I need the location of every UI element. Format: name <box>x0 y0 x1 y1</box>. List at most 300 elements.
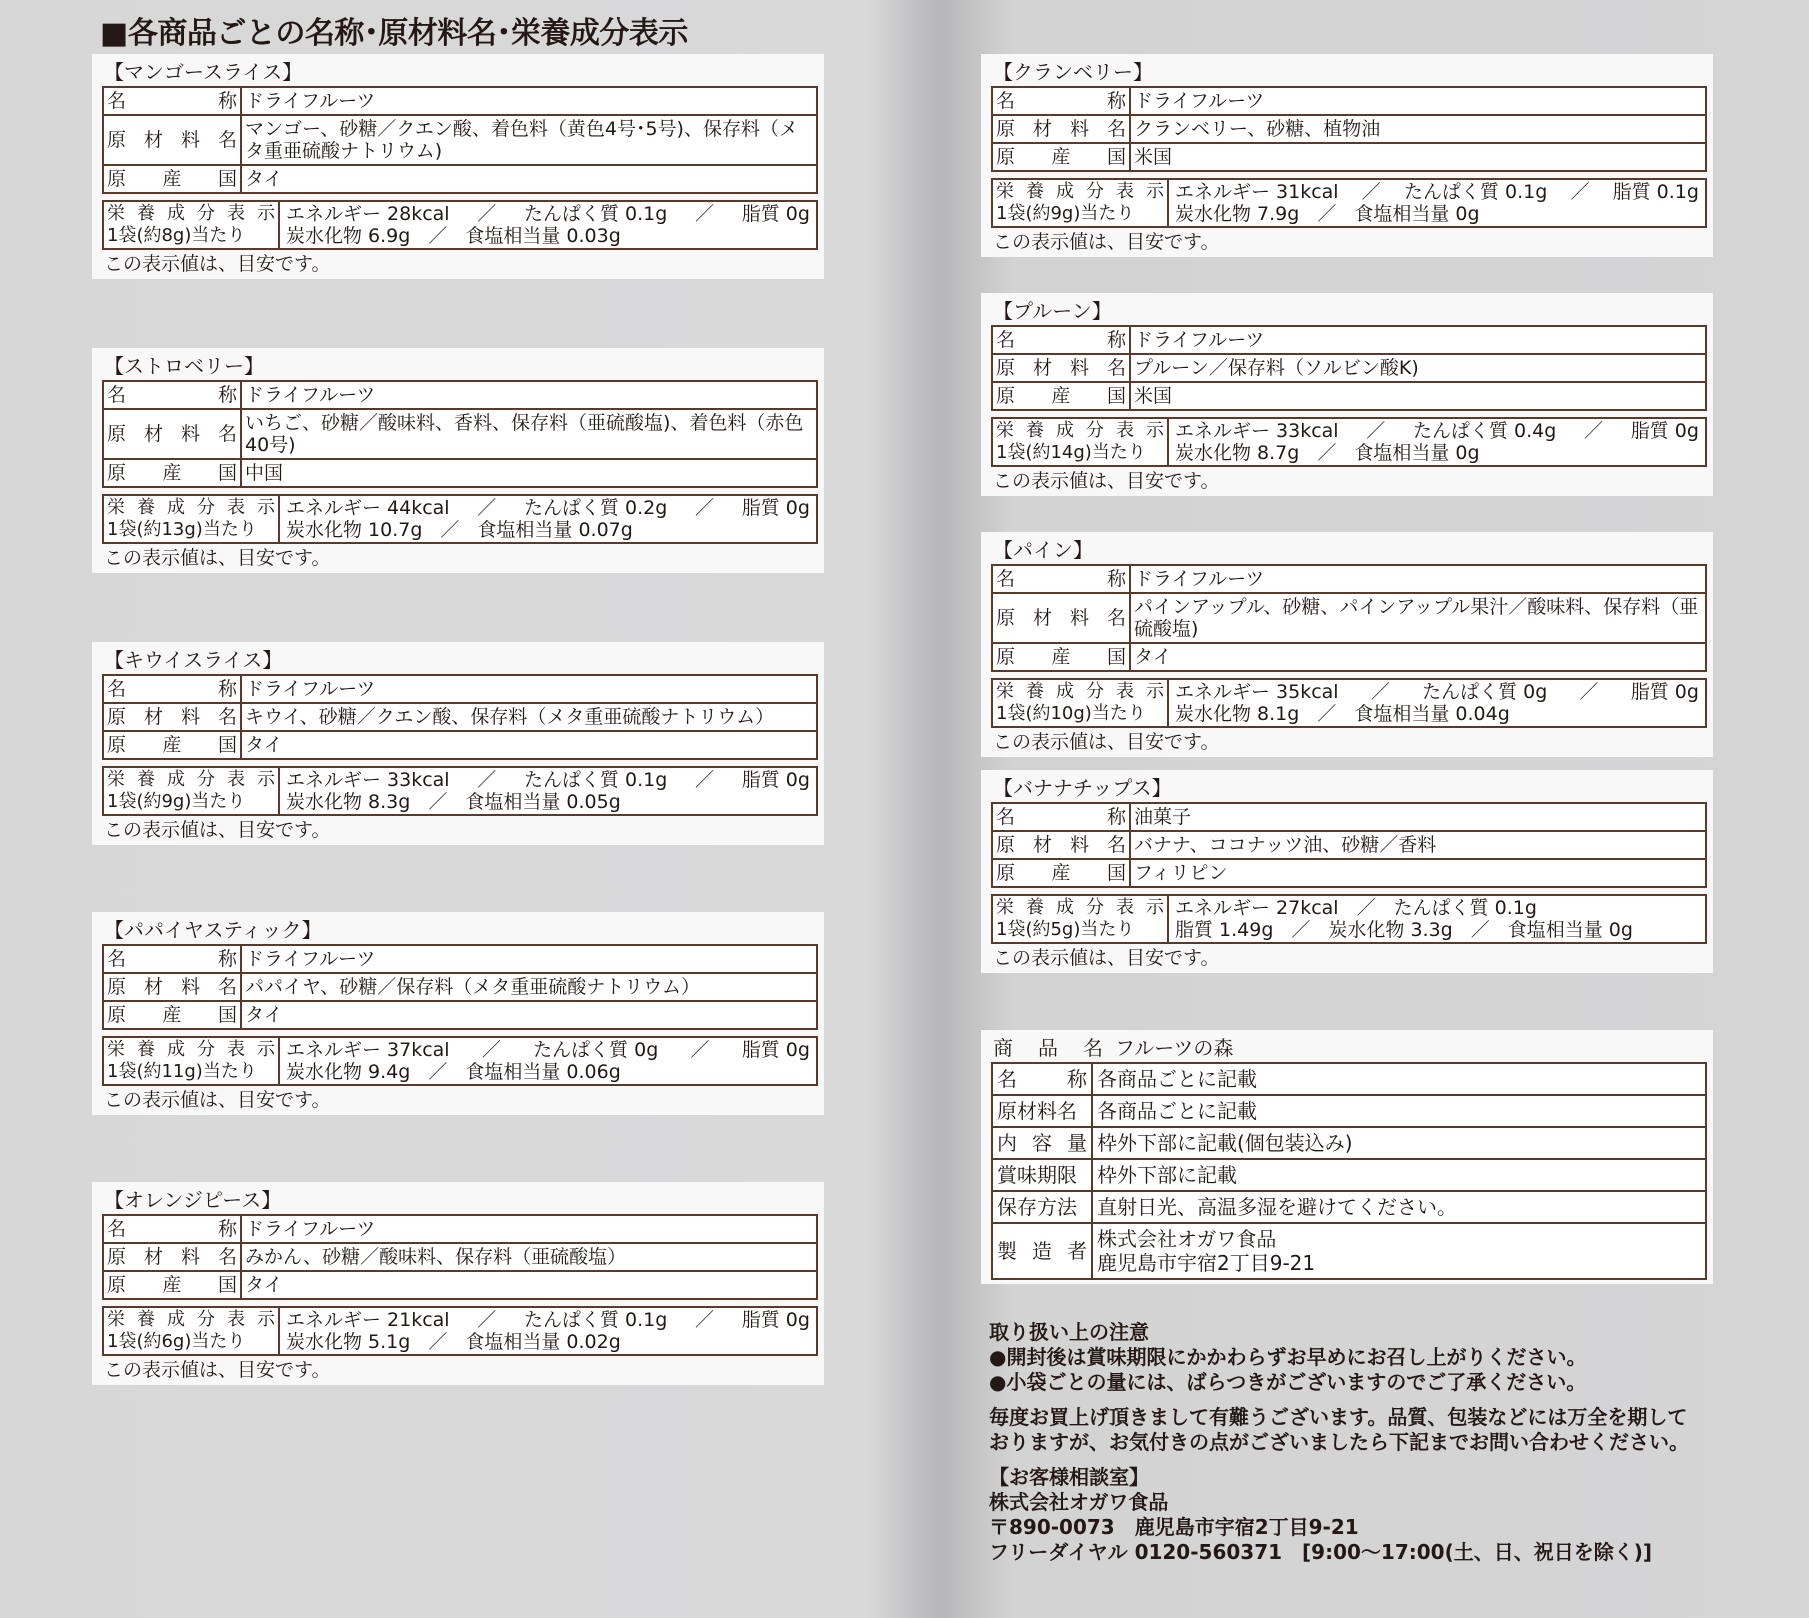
serving-size: 1袋(約11g)当たり <box>107 1061 257 1082</box>
ingredients-label <box>103 1243 241 1271</box>
label-char: 表 <box>1116 897 1134 918</box>
product-spec-table <box>102 674 818 760</box>
label-char: 国 <box>1106 385 1126 407</box>
separator: ／ <box>428 225 448 247</box>
name-value: ドライフルーツ <box>1130 326 1706 354</box>
label-char: 表 <box>227 497 245 518</box>
label-char: 国 <box>1106 646 1126 668</box>
energy-value: エネルギー 33kcal <box>286 769 450 791</box>
estimate-note: この表示値は、目安です。 <box>104 1089 331 1111</box>
caution-section <box>989 1320 1705 1565</box>
label-char: 栄 <box>107 1039 125 1060</box>
label-char: 原 <box>996 385 1016 407</box>
ingredients-label <box>992 593 1130 643</box>
separator: ／ <box>695 769 715 791</box>
salt-value: 食塩相当量 0.04g <box>1354 703 1510 725</box>
name-row <box>992 565 1706 593</box>
fat-value: 脂質 0.1g <box>1612 181 1699 203</box>
product-card <box>981 770 1713 973</box>
label-char: 成 <box>1056 181 1074 202</box>
label-char: 養 <box>137 203 155 224</box>
product-name: フルーツの森 <box>1115 1036 1234 1060</box>
energy-value: エネルギー 37kcal <box>286 1039 450 1061</box>
salt-value: 食塩相当量 0.02g <box>465 1331 621 1353</box>
label-char: 産 <box>162 168 182 190</box>
separator: ／ <box>481 1039 501 1061</box>
label-char: 材 <box>143 976 163 998</box>
contact-phone: フリーダイヤル 0120-560371 [9:00〜17:00(土、日、祝日を除く)] <box>989 1540 1652 1564</box>
product-card <box>92 642 824 845</box>
estimate-note: この表示値は、目安です。 <box>104 819 331 841</box>
label-char: 称 <box>1106 329 1126 351</box>
ingredients-value: パインアップル、砂糖、パインアップル果汁／酸味料、保存料（亜硫酸塩) <box>1130 593 1706 643</box>
ingredients-label <box>992 354 1130 382</box>
separator: ／ <box>695 497 715 519</box>
product-card <box>981 293 1713 496</box>
energy-value: エネルギー 33kcal <box>1175 420 1339 442</box>
label-char: 分 <box>197 497 215 518</box>
label-char: 称 <box>1106 90 1126 112</box>
label-char: 分 <box>1086 420 1104 441</box>
estimate-note: この表示値は、目安です。 <box>993 231 1220 253</box>
label-char: 名 <box>1106 834 1126 856</box>
origin-row <box>103 731 817 759</box>
separator: ／ <box>1291 919 1311 941</box>
label-char: 名 <box>107 384 127 406</box>
fat-value: 脂質 0g <box>741 769 810 791</box>
nutrition-table <box>991 417 1707 467</box>
product-card <box>981 532 1713 757</box>
label-char: 名 <box>217 1246 237 1268</box>
product-spec-table <box>102 86 818 194</box>
nutrition-table <box>102 1306 818 1356</box>
separator: ／ <box>1317 442 1337 464</box>
label-char: 国 <box>1106 862 1126 884</box>
label-char: 料 <box>1069 118 1089 140</box>
label-char: 成 <box>1056 420 1074 441</box>
origin-row <box>992 643 1706 671</box>
origin-value: タイ <box>241 165 817 193</box>
label-char: 分 <box>197 769 215 790</box>
ingredients-row <box>103 973 817 1001</box>
name-value: ドライフルーツ <box>241 1215 817 1243</box>
label-char: 示 <box>1146 681 1164 702</box>
salt-value: 食塩相当量 0g <box>1354 442 1480 464</box>
origin-label <box>992 382 1130 410</box>
nutrition-values <box>279 201 817 249</box>
nutrition-label <box>992 418 1168 466</box>
info-value: 枠外下部に記載(個包装込み) <box>1097 1131 1353 1155</box>
product-name-line <box>991 1036 1703 1062</box>
label-char: 成 <box>167 769 185 790</box>
product-spec-table <box>102 380 818 488</box>
label-char: 栄 <box>107 203 125 224</box>
label-char: 原 <box>996 146 1016 168</box>
protein-value: たんぱく質 0g <box>1422 681 1548 703</box>
ingredients-value: マンゴー、砂糖／クエン酸、着色料（黄色4号･5号)、保存料（メタ重亜硫酸ナトリウム) <box>241 115 817 165</box>
ingredients-value: キウイ、砂糖／クエン酸、保存料（メタ重亜硫酸ナトリウム） <box>241 703 817 731</box>
label-char: 称 <box>1106 806 1126 828</box>
origin-value: タイ <box>1130 643 1706 671</box>
name-label <box>103 381 241 409</box>
label-char: 原 <box>996 862 1016 884</box>
separator: ／ <box>1584 420 1604 442</box>
label-char: 分 <box>197 1309 215 1330</box>
label-char: 名 <box>1106 607 1126 629</box>
protein-value: たんぱく質 0.1g <box>524 1309 668 1331</box>
ingredients-label <box>103 115 241 165</box>
label-char: 品 <box>1038 1036 1058 1060</box>
label-char: 国 <box>217 462 237 484</box>
label-char: 示 <box>1146 897 1164 918</box>
separator: ／ <box>1366 420 1386 442</box>
separator: ／ <box>477 769 497 791</box>
label-char: 産 <box>1051 146 1071 168</box>
label-char: 表 <box>227 769 245 790</box>
protein-value: たんぱく質 0g <box>533 1039 659 1061</box>
label-char: 称 <box>1067 1067 1087 1091</box>
label-char: 名 <box>107 1218 127 1240</box>
label-char: 養 <box>137 1039 155 1060</box>
label-text: 原材料名 <box>997 1099 1077 1123</box>
name-row <box>103 675 817 703</box>
info-value-cell <box>1092 1127 1706 1159</box>
product-card <box>92 54 824 279</box>
label-char: 材 <box>1032 607 1052 629</box>
label-char: 原 <box>996 357 1016 379</box>
ingredients-value: クランベリー、砂糖、植物油 <box>1130 115 1706 143</box>
estimate-note: この表示値は、目安です。 <box>104 547 331 569</box>
label-char: 表 <box>1116 420 1134 441</box>
label-text: 保存方法 <box>997 1195 1077 1219</box>
label-char: 栄 <box>996 420 1014 441</box>
label-char: 名 <box>1083 1036 1103 1060</box>
label-char: 料 <box>180 976 200 998</box>
label-char: 原 <box>996 646 1016 668</box>
origin-label <box>992 643 1130 671</box>
info-value: 各商品ごとに記載 <box>1097 1099 1257 1123</box>
serving-size: 1袋(約10g)当たり <box>996 703 1146 724</box>
label-char: 養 <box>1026 897 1044 918</box>
info-label <box>992 1063 1092 1095</box>
label-char: 名 <box>217 129 237 151</box>
label-char: 名 <box>107 948 127 970</box>
label-char: 成 <box>167 1309 185 1330</box>
fat-value: 脂質 0g <box>741 203 810 225</box>
ingredients-value: プルーン／保存料（ソルビン酸K) <box>1130 354 1706 382</box>
nutrition-table <box>102 494 818 544</box>
label-char: 表 <box>1116 681 1134 702</box>
carb-value: 炭水化物 3.3g <box>1328 919 1453 941</box>
protein-value: たんぱく質 0.1g <box>524 203 668 225</box>
label-char: 料 <box>1069 834 1089 856</box>
product-card <box>92 912 824 1115</box>
serving-size: 1袋(約6g)当たり <box>107 1331 246 1352</box>
product-spec-table <box>991 802 1707 888</box>
name-row <box>103 87 817 115</box>
label-char: 料 <box>1069 357 1089 379</box>
label-char: 原 <box>107 462 127 484</box>
label-char: 材 <box>1032 357 1052 379</box>
product-title: 【ストロベリー】 <box>104 354 264 378</box>
ingredients-row <box>103 1243 817 1271</box>
carb-value: 炭水化物 6.9g <box>286 225 411 247</box>
label-char: 栄 <box>996 181 1014 202</box>
energy-value: エネルギー 21kcal <box>286 1309 450 1331</box>
protein-value: たんぱく質 0.1g <box>1393 897 1537 919</box>
label-char: 栄 <box>996 897 1014 918</box>
origin-value: 米国 <box>1130 143 1706 171</box>
estimate-note: この表示値は、目安です。 <box>993 470 1220 492</box>
origin-label <box>103 165 241 193</box>
fat-value: 脂質 0g <box>1630 420 1699 442</box>
label-char: 国 <box>217 1004 237 1026</box>
label-char: 成 <box>1056 681 1074 702</box>
ingredients-value: みかん、砂糖／酸味料、保存料（亜硫酸塩） <box>241 1243 817 1271</box>
caution-item: ●開封後は賞味期限にかかわらずお早めにお召し上がりください。 <box>989 1345 1587 1369</box>
label-char: 称 <box>217 90 237 112</box>
name-label <box>992 565 1130 593</box>
ingredients-label <box>103 409 241 459</box>
label-char: 栄 <box>107 497 125 518</box>
ingredients-label <box>103 973 241 1001</box>
product-card <box>981 54 1713 257</box>
separator: ／ <box>440 519 460 541</box>
separator: ／ <box>1570 181 1590 203</box>
label-char: 養 <box>137 769 155 790</box>
info-label <box>992 1095 1092 1127</box>
product-spec-table <box>102 944 818 1030</box>
label-char: 名 <box>996 568 1016 590</box>
label-char: 商 <box>993 1036 1013 1060</box>
name-value: ドライフルーツ <box>241 381 817 409</box>
name-value: ドライフルーツ <box>241 675 817 703</box>
info-value-cell <box>1092 1095 1706 1127</box>
energy-value: エネルギー 31kcal <box>1175 181 1339 203</box>
label-char: 原 <box>996 607 1016 629</box>
nutrition-label <box>103 1037 279 1085</box>
info-label <box>992 1159 1092 1191</box>
nutrition-label <box>992 179 1168 227</box>
separator: ／ <box>477 1309 497 1331</box>
energy-value: エネルギー 44kcal <box>286 497 450 519</box>
label-char: 称 <box>217 948 237 970</box>
salt-value: 食塩相当量 0.07g <box>477 519 633 541</box>
label-char: 産 <box>162 1274 182 1296</box>
name-row <box>992 326 1706 354</box>
label-char: 示 <box>257 769 275 790</box>
nutrition-label <box>992 679 1168 727</box>
origin-row <box>103 1001 817 1029</box>
label-char: 分 <box>1086 897 1104 918</box>
product-info-table <box>991 1062 1707 1280</box>
contact-address: 〒890-0073 鹿児島市宇宿2丁目9-21 <box>989 1515 1359 1539</box>
product-title: 【バナナチップス】 <box>993 776 1172 800</box>
info-row <box>992 1191 1706 1223</box>
name-row <box>103 381 817 409</box>
label-char: 栄 <box>107 1309 125 1330</box>
label-char: 示 <box>257 1039 275 1060</box>
estimate-note: この表示値は、目安です。 <box>104 253 331 275</box>
product-title: 【マンゴースライス】 <box>104 60 303 84</box>
label-char: 原 <box>107 168 127 190</box>
ingredients-label <box>992 115 1130 143</box>
nutrition-values <box>279 1037 817 1085</box>
origin-label <box>103 731 241 759</box>
product-card <box>92 1182 824 1385</box>
separator: ／ <box>1470 919 1490 941</box>
info-value: 各商品ごとに記載 <box>1097 1067 1257 1091</box>
label-text: 賞味期限 <box>997 1163 1077 1187</box>
label-char: 国 <box>217 734 237 756</box>
info-value: 直射日光、高温多湿を避けてください。 <box>1097 1195 1457 1219</box>
name-value: ドライフルーツ <box>241 945 817 973</box>
origin-value: タイ <box>241 1271 817 1299</box>
separator: ／ <box>1579 681 1599 703</box>
label-char: 名 <box>107 90 127 112</box>
label-char: 原 <box>107 1274 127 1296</box>
name-label <box>103 945 241 973</box>
label-char: 称 <box>217 1218 237 1240</box>
label-char: 名 <box>996 806 1016 828</box>
label-char: 国 <box>217 168 237 190</box>
name-row <box>992 87 1706 115</box>
label-char: 養 <box>1026 181 1044 202</box>
origin-label <box>103 459 241 487</box>
info-row <box>992 1223 1706 1279</box>
label-char: 原 <box>107 976 127 998</box>
serving-size: 1袋(約9g)当たり <box>996 203 1135 224</box>
estimate-note: この表示値は、目安です。 <box>993 947 1220 969</box>
label-char: 示 <box>1146 420 1164 441</box>
serving-size: 1袋(約14g)当たり <box>996 442 1146 463</box>
label-char: 名 <box>997 1067 1017 1091</box>
label-char: 材 <box>1032 834 1052 856</box>
ingredients-label <box>992 831 1130 859</box>
origin-value: フィリピン <box>1130 859 1706 887</box>
product-spec-table <box>991 564 1707 672</box>
label-char: 称 <box>217 678 237 700</box>
info-value-cell <box>1092 1159 1706 1191</box>
origin-label <box>992 859 1130 887</box>
fat-value: 脂質 0g <box>741 497 810 519</box>
info-value: 株式会社オガワ食品 <box>1097 1227 1277 1251</box>
separator: ／ <box>695 1309 715 1331</box>
label-char: 名 <box>217 423 237 445</box>
label-char: 産 <box>162 734 182 756</box>
label-char: 原 <box>107 1246 127 1268</box>
label-char: 料 <box>180 129 200 151</box>
info-value-cell <box>1092 1191 1706 1223</box>
energy-value: エネルギー 27kcal <box>1175 897 1339 919</box>
salt-value: 食塩相当量 0.03g <box>465 225 621 247</box>
estimate-note: この表示値は、目安です。 <box>104 1359 331 1381</box>
origin-label <box>992 143 1130 171</box>
caution-title: 取り扱い上の注意 <box>989 1320 1149 1344</box>
contact-title: 【お客様相談室】 <box>989 1465 1149 1489</box>
label-char: 称 <box>217 384 237 406</box>
separator: ／ <box>695 203 715 225</box>
info-value-cell <box>1092 1223 1706 1279</box>
product-title: 【オレンジピース】 <box>104 1188 282 1212</box>
label-char: 表 <box>227 203 245 224</box>
ingredients-value: パパイヤ、砂糖／保存料（メタ重亜硫酸ナトリウム） <box>241 973 817 1001</box>
ingredients-row <box>103 703 817 731</box>
nutrition-table <box>102 1036 818 1086</box>
label-char: 料 <box>180 1246 200 1268</box>
nutrition-label <box>103 1307 279 1355</box>
separator: ／ <box>428 1331 448 1353</box>
protein-value: たんぱく質 0.2g <box>524 497 668 519</box>
label-char: 分 <box>197 203 215 224</box>
name-row <box>103 945 817 973</box>
separator: ／ <box>477 203 497 225</box>
label-char: 示 <box>257 203 275 224</box>
label-char: 表 <box>1116 181 1134 202</box>
label-char: 産 <box>1051 646 1071 668</box>
separator: ／ <box>690 1039 710 1061</box>
salt-value: 食塩相当量 0.05g <box>465 791 621 813</box>
label-char: 名 <box>996 329 1016 351</box>
origin-value: 米国 <box>1130 382 1706 410</box>
salt-value: 食塩相当量 0.06g <box>465 1061 621 1083</box>
separator: ／ <box>1361 181 1381 203</box>
origin-label <box>103 1271 241 1299</box>
label-char: 産 <box>162 1004 182 1026</box>
fat-value: 脂質 0g <box>741 1309 810 1331</box>
nutrition-values <box>1168 418 1706 466</box>
name-value: 油菓子 <box>1130 803 1706 831</box>
name-value: ドライフルーツ <box>241 87 817 115</box>
label-char: 分 <box>1086 181 1104 202</box>
protein-value: たんぱく質 0.1g <box>1403 181 1548 203</box>
label-char: 造 <box>1032 1239 1052 1263</box>
serving-size: 1袋(約13g)当たり <box>107 519 257 540</box>
nutrition-label <box>992 895 1168 943</box>
origin-row <box>103 1271 817 1299</box>
label-char: 成 <box>1056 897 1074 918</box>
label-char: 量 <box>1067 1131 1087 1155</box>
separator: ／ <box>1317 203 1337 225</box>
origin-value: タイ <box>241 1001 817 1029</box>
info-value-cell <box>1092 1063 1706 1095</box>
origin-label <box>103 1001 241 1029</box>
nutrition-table <box>102 200 818 250</box>
label-char: 名 <box>107 678 127 700</box>
label-char: 内 <box>997 1131 1017 1155</box>
ingredients-value: いちご、砂糖／酸味料、香料、保存料（亜硫酸塩)、着色料（赤色40号) <box>241 409 817 459</box>
label-char: 名 <box>1106 357 1126 379</box>
label-char: 成 <box>167 497 185 518</box>
nutrition-table <box>991 894 1707 944</box>
label-char: 原 <box>107 1004 127 1026</box>
label-char: 名 <box>1106 118 1126 140</box>
fat-value: 脂質 1.49g <box>1175 919 1274 941</box>
ingredients-row <box>103 409 817 459</box>
product-title: 【キウイスライス】 <box>104 648 283 672</box>
name-label <box>992 326 1130 354</box>
label-char: 成 <box>167 1039 185 1060</box>
label-char: 産 <box>1051 385 1071 407</box>
ingredients-row <box>992 115 1706 143</box>
ingredients-value: バナナ、ココナッツ油、砂糖／香料 <box>1130 831 1706 859</box>
label-char: 名 <box>217 976 237 998</box>
nutrition-label <box>103 201 279 249</box>
label-char: 名 <box>217 706 237 728</box>
label-char: 成 <box>167 203 185 224</box>
info-row <box>992 1159 1706 1191</box>
label-char: 国 <box>217 1274 237 1296</box>
